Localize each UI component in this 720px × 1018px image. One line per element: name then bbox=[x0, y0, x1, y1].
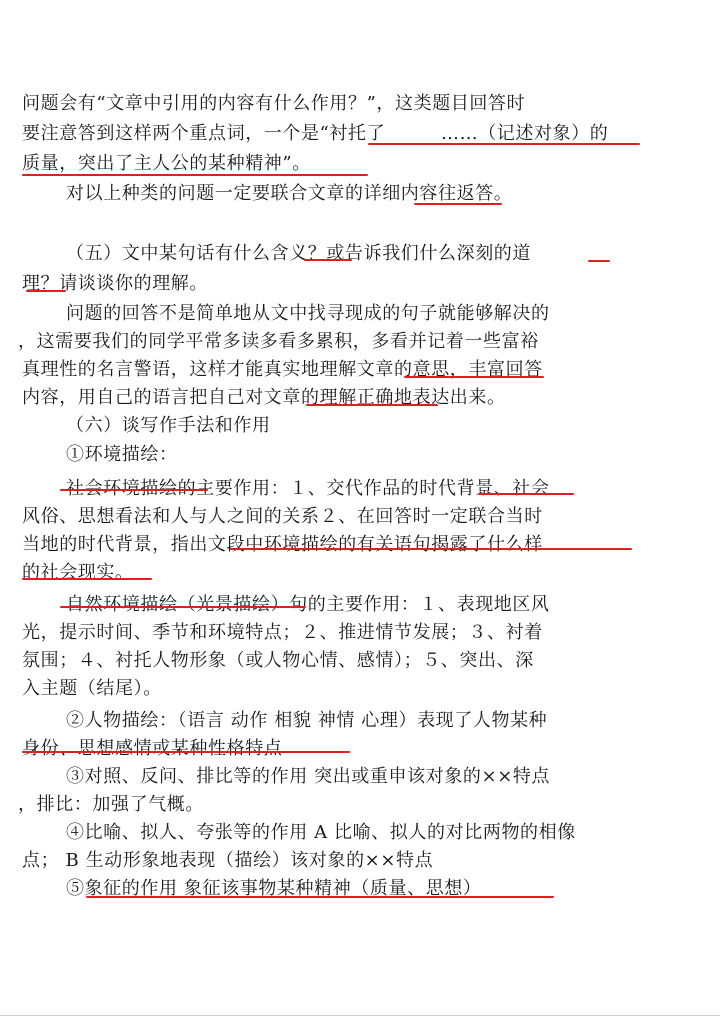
text-line: ④比喻、拟人、夸张等的作用 A 比喻、拟人的对比两物的相像 bbox=[66, 822, 576, 843]
red-underline bbox=[86, 896, 554, 898]
text-line: 质量，突出了主人公的某种精神”。 bbox=[22, 153, 311, 174]
red-underline bbox=[22, 174, 368, 176]
text-line: 理？请谈谈你的理解。 bbox=[22, 273, 208, 294]
page-bottom-edge bbox=[0, 1015, 720, 1016]
red-underline bbox=[22, 578, 152, 580]
text-line: 氛围；４、衬托人物形象（或人物心情、感情）；５、突出、深 bbox=[22, 650, 534, 671]
subsection-heading: ①环境描绘： bbox=[66, 444, 178, 465]
red-underline bbox=[588, 260, 610, 262]
text-line: 风俗、思想看法和人与人之间的关系２、在回答时一定联合当时 bbox=[22, 506, 543, 527]
text-line: 对以上种类的问题一定要联合文章的详细内容往返答。 bbox=[66, 183, 513, 204]
red-underline bbox=[414, 203, 502, 205]
text-line: ⑤象征的作用 象征该事物某种精神（质量、思想） bbox=[66, 878, 482, 899]
text-line: 社会环境描绘的主要作用：１、交代作品的时代背景、社会 bbox=[66, 478, 550, 499]
text-line: 当地的时代背景，指出文段中环境描绘的有关语句揭露了什么样 bbox=[22, 534, 543, 555]
text-line: （五）文中某句话有什么含义？或告诉我们什么深刻的道 bbox=[66, 243, 531, 264]
red-underline bbox=[478, 493, 574, 495]
red-underline bbox=[404, 376, 544, 378]
red-underline bbox=[60, 489, 208, 491]
text-line: 光，提示时间、季节和环境特点；２、推进情节发展；３、衬着 bbox=[22, 622, 543, 643]
text-line: 点； B 生动形象地表现（描绘）该对象的××特点 bbox=[22, 850, 434, 871]
text-line: ②人物描绘：（语言 动作 相貌 神情 心理）表现了人物某种 bbox=[66, 710, 548, 731]
red-underline bbox=[368, 143, 640, 145]
text-line: 问题的回答不是简单地从文中找寻现成的句子就能够解决的 bbox=[66, 303, 550, 324]
text-line: 入主题（结尾）。 bbox=[22, 678, 162, 699]
red-underline bbox=[60, 606, 306, 608]
text-line: 的社会现实。 bbox=[22, 562, 134, 583]
text-line: 问题会有“文章中引用的内容有什么作用？”，这类题目回答时 bbox=[22, 93, 526, 114]
text-line: ，排比：加强了气概。 bbox=[18, 794, 204, 815]
text-line: 自然环境描绘（光景描绘）句的主要作用：１、表现地区风 bbox=[66, 594, 550, 615]
text-line: 要注意答到这样两个重点词，一个是“衬托了 ……（记述对象）的 bbox=[22, 123, 609, 144]
text-line: 内容，用自己的语言把自己对文章的理解正确地表达出来。 bbox=[22, 387, 506, 408]
text-line: 真理性的名言警语，这样才能真实地理解文章的意思，丰富回答 bbox=[22, 359, 543, 380]
section-heading: （六）谈写作手法和作用 bbox=[66, 415, 271, 436]
red-underline bbox=[26, 290, 66, 292]
text-line: ③对照、反问、排比等的作用 突出或重申该对象的××特点 bbox=[66, 766, 551, 787]
text-line: 身份、思想感情或某种性格特点 bbox=[22, 738, 283, 759]
red-underline bbox=[230, 548, 632, 550]
text-line: ，这需要我们的同学平常多读多看多累积，多看并记着一些富裕 bbox=[18, 331, 539, 352]
red-underline bbox=[306, 404, 438, 406]
red-underline bbox=[304, 259, 352, 261]
red-underline bbox=[22, 751, 350, 753]
